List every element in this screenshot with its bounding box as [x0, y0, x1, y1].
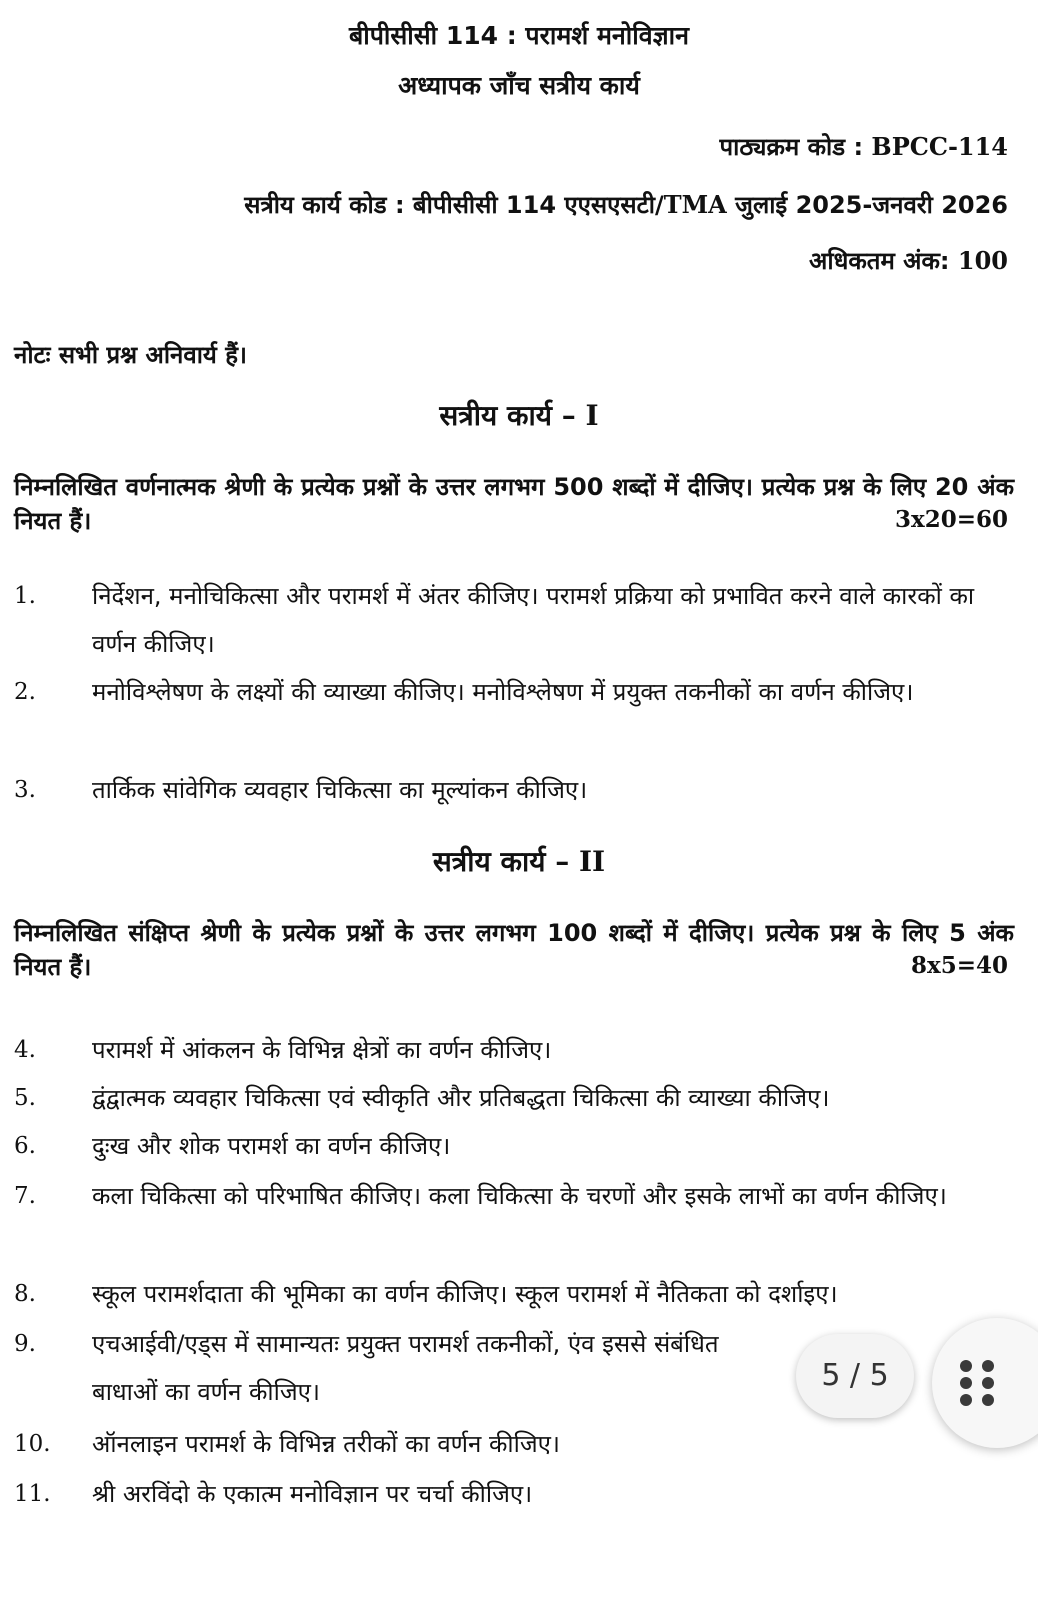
section-1-title-num: – I	[561, 399, 599, 432]
course-code-value: BPCC-114	[871, 132, 1008, 161]
page-indicator[interactable]: 5 / 5	[796, 1334, 914, 1418]
question-number: 11.	[14, 1481, 51, 1507]
section-1-title	[0, 396, 1038, 434]
section-1-marks: 3x20=60	[894, 506, 1008, 533]
section-1-title-hi: सत्रीय कार्य	[439, 399, 552, 432]
assignment-code-label: सत्रीय कार्य कोड :	[244, 191, 405, 219]
question-text: कला चिकित्सा को परिभाषित कीजिए। कला चिकित्सा के चरणों और इसके लाभों का वर्णन कीजिए।	[92, 1182, 947, 1210]
question-text: दुःख और शोक परामर्श का वर्णन कीजिए।	[92, 1132, 451, 1160]
question-number: 3.	[14, 777, 36, 803]
section-2-title-num: – II	[555, 845, 606, 878]
section-2-marks: 8x5=40	[911, 952, 1008, 979]
section-1-instruction: निम्नलिखित वर्णनात्मक श्रेणी के प्रत्येक प्रश्नों के उत्तर लगभग 500 शब्दों में दीजिए। प्रत्येक प्रश्न के लिए 20 अंक नियत हैं।	[14, 473, 1014, 535]
question-number: 8.	[14, 1281, 36, 1307]
section-2-title	[0, 842, 1038, 880]
section-2-instruction: निम्नलिखित संक्षिप्त श्रेणी के प्रत्येक प्रश्नों के उत्तर लगभग 100 शब्दों में दीजिए। प्रत्येक प्रश्न के लिए 5 अंक नियत हैं।	[14, 919, 1014, 981]
max-marks-label: अधिकतम अंक:	[809, 247, 950, 275]
assignment-code-line	[244, 188, 1008, 221]
question-number: 10.	[14, 1431, 51, 1457]
question-text: श्री अरविंदो के एकात्म मनोविज्ञान पर चर्चा कीजिए।	[92, 1480, 533, 1508]
max-marks-value: 100	[957, 246, 1008, 275]
note-text: नोटः सभी प्रश्न अनिवार्य हैं।	[14, 341, 248, 369]
question-text: निर्देशन, मनोचिकित्सा और परामर्श में अंतर कीजिए। परामर्श प्रक्रिया को प्रभावित करने वाले कारकों का वर्णन कीजिए।	[92, 582, 975, 658]
max-marks-line	[809, 244, 1008, 277]
question-text: एचआईवी/एड्स में सामान्यतः प्रयुक्त परामर्श तकनीकों, एंव इससे संबंधित बाधाओं का वर्णन कीजिए।	[92, 1330, 719, 1406]
question-text: ऑनलाइन परामर्श के विभिन्न तरीकों का वर्णन कीजिए।	[92, 1430, 561, 1458]
question-number: 9.	[14, 1331, 36, 1357]
question-number: 2.	[14, 679, 36, 705]
assignment-code-value-2: जुलाई 2025-जनवरी 2026	[726, 191, 1008, 219]
question-text: द्वंद्वात्मक व्यवहार चिकित्सा एवं स्वीकृति और प्रतिबद्धता चिकित्सा की व्याख्या कीजिए।	[92, 1084, 830, 1112]
section-2-title-hi: सत्रीय कार्य	[432, 845, 546, 878]
dots-grid-icon	[960, 1360, 1004, 1406]
question-number: 5.	[14, 1085, 36, 1111]
question-text: स्कूल परामर्शदाता की भूमिका का वर्णन कीजिए। स्कूल परामर्श में नैतिकता को दर्शाइए।	[92, 1280, 838, 1308]
course-code-label: पाठ्यक्रम कोड :	[719, 133, 864, 161]
question-text: मनोविश्लेषण के लक्ष्यों की व्याख्या कीजिए। मनोविश्लेषण में प्रयुक्त तकनीकों का वर्णन कीजिए।	[92, 678, 914, 706]
course-title: बीपीसीसी 114 : परामर्श मनोविज्ञान	[348, 21, 690, 50]
question-number: 4.	[14, 1037, 36, 1063]
question-number: 7.	[14, 1183, 36, 1209]
assignment-subtitle: अध्यापक जाँच सत्रीय कार्य	[398, 71, 640, 100]
question-number: 6.	[14, 1133, 36, 1159]
course-code-line	[720, 130, 1008, 163]
assignment-code-value-1: बीपीसीसी 114 एएसएसटी/	[412, 191, 664, 219]
assignment-code-tma: TMA	[663, 190, 727, 219]
question-number: 1.	[14, 583, 36, 609]
question-text: परामर्श में आंकलन के विभिन्न क्षेत्रों का वर्णन कीजिए।	[92, 1036, 552, 1064]
question-text: तार्किक सांवेगिक व्यवहार चिकित्सा का मूल्यांकन कीजिए।	[92, 776, 588, 804]
